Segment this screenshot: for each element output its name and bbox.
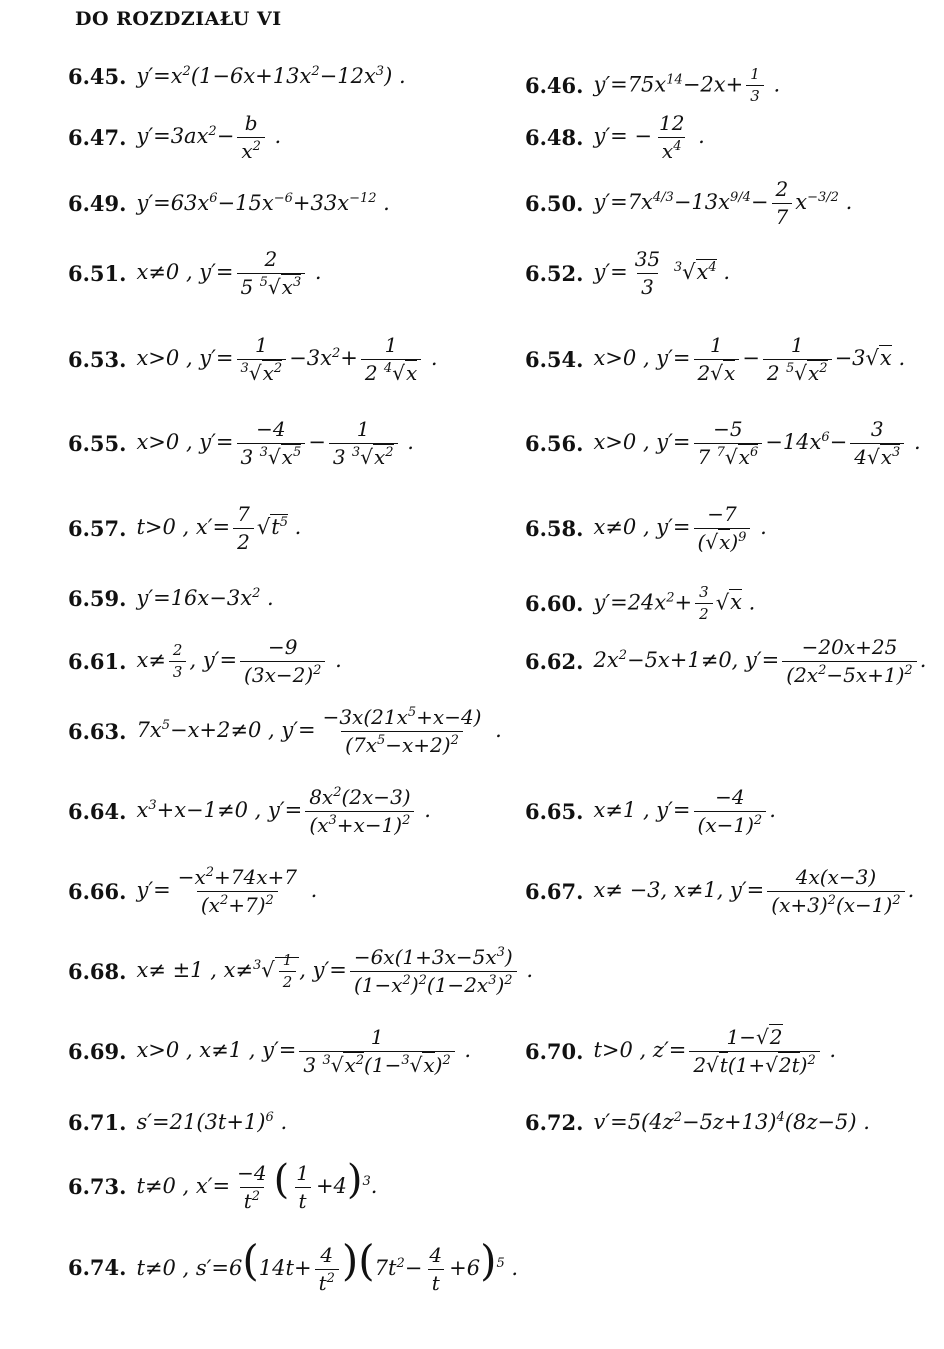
answer-number: 6.65. [525, 799, 584, 824]
answer-formula: x≠ ±1 , x≠$^3$√ $\frac{1}{2}$ , y′= $\frac{-6x(1+3x-5x^3)}{(1-x^2)^2(1-2x^3)^2}$ . [136, 945, 534, 997]
answer-6-67 [525, 866, 914, 917]
answer-formula: y′= $\frac{-x^2+74x+7}{(x^2+7)^2}$ . [136, 865, 318, 917]
answer-6-50 [525, 178, 852, 229]
answer-number: 6.55. [68, 431, 127, 456]
answer-6-74 [68, 1236, 519, 1295]
answer-number: 6.54. [525, 347, 584, 372]
answer-6-49 [68, 193, 390, 214]
answer-number: 6.58. [525, 516, 584, 541]
answer-formula: x>0 , y′= $\frac{1}{^3√x^2}$ $-3x^2+$ $\frac{1}{2 ^4√x}$ . [136, 333, 438, 385]
answer-number: 6.53. [68, 347, 127, 372]
answer-6-60 [525, 584, 755, 624]
answer-formula: x>0 , y′= $\frac{1}{2√x}$ − $\frac{1}{2 ^5√x^2}$ −3√x . [593, 333, 906, 385]
answer-formula: $y'=75x^{14}-2x+$ $\frac{1}{3}$ . [593, 65, 781, 106]
answer-formula: $y'=x^2(1-6x+13x^2-12x^3)$ . [136, 64, 406, 88]
answer-number: 6.64. [68, 799, 127, 824]
answer-6-65 [525, 786, 776, 837]
answer-formula: x≠0 , y′= $\frac{2}{5 ^5√x^3}$ . [136, 247, 322, 299]
answer-number: 6.72. [525, 1110, 584, 1135]
answer-number: 6.73. [68, 1174, 127, 1199]
answer-number: 6.62. [525, 649, 584, 674]
answer-formula: y′= − $\frac{12}{x^4}$ . [593, 111, 705, 163]
answer-6-73 [68, 1157, 378, 1213]
answer-6-47 [68, 112, 281, 163]
answer-number: 6.46. [525, 73, 584, 99]
answer-formula: $v'=5(4z^2-5z+13)^4(8z-5)$ . [593, 1110, 870, 1134]
answer-6-63 [68, 706, 502, 757]
answer-formula: $y'=3ax^2-$ $\frac{b}{x^2}$ . [136, 111, 282, 163]
answer-6-70 [525, 1026, 836, 1077]
answer-6-48 [525, 112, 705, 163]
answer-formula: t≠0 , s′=6(14t+ $\frac{4}{t^2}$ )($7t^2-$ $\frac{4}{t}$ +6)$^5$ . [136, 1236, 519, 1295]
answer-formula: $x^3+x-1\ne 0$ , y′= $\frac{8x^2(2x-3)}{(x^3+x-1)^2}$ . [136, 785, 431, 837]
answer-formula: $s'=21(3t+1)^6$ . [136, 1110, 288, 1134]
answer-formula: x≠ $\frac{2}{3}$ , y′= $\frac{-9}{(3x-2)^2}$ . [136, 635, 342, 687]
answer-formula: t>0 , z′= $\frac{1-√2}{2√t(1+√2t)^2}$ . [593, 1025, 837, 1077]
answer-number: 6.49. [68, 191, 127, 216]
answer-formula: t≠0 , x′= $\frac{-4}{t^2}$ ( $\frac{1}{t}$ +4)$^3$. [136, 1157, 378, 1213]
answer-6-53 [68, 334, 438, 385]
answer-number: 6.68. [68, 959, 127, 984]
answer-6-45 [68, 66, 406, 87]
answer-formula: $y'=16x-3x^2$ . [136, 586, 274, 610]
answer-6-64 [68, 786, 431, 837]
answer-number: 6.66. [68, 879, 127, 904]
answer-6-68 [68, 946, 533, 997]
answer-number: 6.70. [525, 1039, 584, 1064]
answer-6-59 [68, 588, 274, 609]
answer-number: 6.69. [68, 1039, 127, 1064]
answer-number: 6.63. [68, 719, 127, 744]
answer-number: 6.67. [525, 879, 584, 904]
answer-6-46 [525, 66, 780, 106]
answer-formula: x≠ −3, x≠1, y′= $\frac{4x(x-3)}{(x+3)^2(x-1)^2}$ . [593, 865, 915, 917]
answer-number: 6.47. [68, 125, 127, 150]
answer-6-55 [68, 418, 414, 469]
answer-number: 6.59. [68, 586, 127, 611]
answer-formula: x>0 , y′= $\frac{-4}{3 ^3√x^5}$ − $\frac{1}{3 ^3√x^2}$ . [136, 417, 414, 469]
answer-number: 6.61. [68, 649, 127, 674]
answer-formula: $7x^5-x+2\ne 0$ , y′= $\frac{-3x(21x^5+x-4)}{(7x^5-x+2)^2}$ . [136, 705, 502, 757]
page-header: DO ROZDZIAŁU VI [75, 8, 282, 30]
answer-6-72 [525, 1112, 870, 1133]
answer-formula: $y'=24x^2+$ $\frac{3}{2}$ √x . [593, 583, 756, 624]
answer-number: 6.60. [525, 591, 584, 617]
answer-6-58 [525, 503, 767, 554]
answer-formula: x>0 , y′= $\frac{-5}{7 ^7√x^6}$ $-14x^6-$ $\frac{3}{4√x^3}$ . [593, 417, 921, 469]
answer-6-71 [68, 1112, 287, 1133]
answer-number: 6.52. [525, 261, 584, 286]
answer-number: 6.51. [68, 261, 127, 286]
answer-6-62 [525, 636, 926, 687]
answer-formula: $y'=7x^{4/3}-13x^{9/4}-$ $\frac{2}{7}$ $x^{-3/2}$ . [593, 177, 853, 229]
answer-number: 6.74. [68, 1255, 127, 1280]
answer-formula: x≠0 , y′= $\frac{-7}{(√x)^9}$ . [593, 502, 767, 554]
answer-6-66 [68, 866, 317, 917]
answer-6-56 [525, 418, 921, 469]
answer-number: 6.50. [525, 191, 584, 216]
answer-formula: y′= $\frac{35}{3}$ $^3√x^4$ . [593, 247, 730, 299]
answer-formula: x≠1 , y′= $\frac{-4}{(x-1)^2}$ . [593, 785, 776, 837]
answer-6-57 [68, 503, 301, 554]
answer-number: 6.56. [525, 431, 584, 456]
answer-formula: $2x^2-5x+1\ne 0$, y′= $\frac{-20x+25}{(2x^2-5x+1)^2}$ . [593, 635, 927, 687]
answer-number: 6.45. [68, 64, 127, 89]
answer-number: 6.71. [68, 1110, 127, 1135]
answer-number: 6.48. [525, 125, 584, 150]
answer-formula: x>0 , x≠1 , y′= $\frac{1}{3 ^3√x^2(1-^3√x)^2}$ . [136, 1025, 472, 1077]
answer-formula: $y'=63x^6-15x^{-6}+33x^{-12}$ . [136, 191, 390, 215]
answer-6-54 [525, 334, 905, 385]
answer-6-51 [68, 248, 322, 299]
answer-6-52 [525, 248, 730, 299]
answer-6-61 [68, 636, 342, 687]
answer-formula: t>0 , x′= $\frac{7}{2}$ $√t^5$ . [136, 502, 302, 554]
answer-number: 6.57. [68, 516, 127, 541]
answer-6-69 [68, 1026, 471, 1077]
